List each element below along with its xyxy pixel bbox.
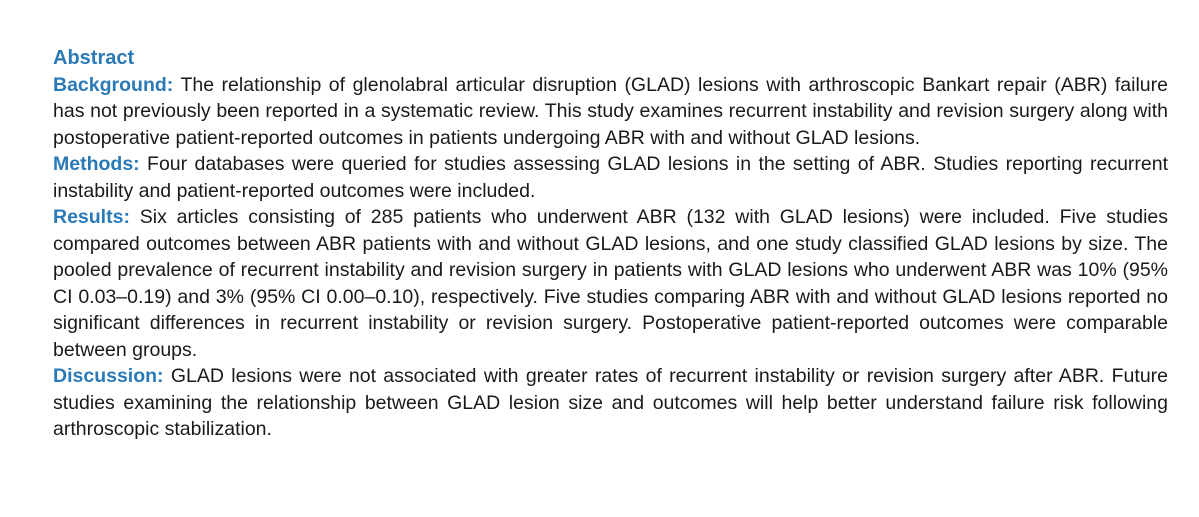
background-text: The relationship of glenolabral articular disruption (GLAD) lesions with arthroscopic Bankart repair (ABR) failure has not previously been reported in a systematic review. This study examines recurrent instability and revision surgery along with postoperative patient-reported outcomes in patients undergoing ABR with and without GLAD lesions. [53,73,1168,149]
discussion-label: Discussion: [53,365,164,387]
abstract-heading: Abstract [53,47,135,69]
background-label: Background: [53,73,174,96]
results-paragraph [53,204,1168,363]
methods-text: Four databases were queried for studies assessing GLAD lesions in the setting of ABR. Studies reporting recurrent instability and patient-reported outcomes were included. [53,153,1169,202]
results-label: Results: [53,206,130,228]
abstract-block [53,45,1168,443]
methods-label: Methods: [53,153,140,175]
discussion-text: GLAD lesions were not associated with greater rates of recurrent instability or revision surgery after ABR. Future studies examining the relationship between GLAD lesion size and outcomes will help better understand failure risk following arthroscopic stabilization. [53,365,1168,440]
discussion-paragraph [53,363,1168,443]
background-paragraph [53,72,1168,152]
results-text: Six articles consisting of 285 patients who underwent ABR (132 with GLAD lesions) were included. Five studies compared outcomes between ABR patients with and without GLAD lesions, and one study classified GLAD lesions by size. The pooled prevalence of recurrent instability and revision surgery in patients with GLAD lesions who underwent ABR was 10% (95% CI 0.03–0.19) and 3% (95% CI 0.00–0.10), respectively. Five studies comparing ABR with and without GLAD lesions reported no significant differences in recurrent instability or revision surgery. Postoperative patient-reported outcomes were comparable between groups. [53,206,1168,361]
methods-paragraph [53,151,1168,204]
